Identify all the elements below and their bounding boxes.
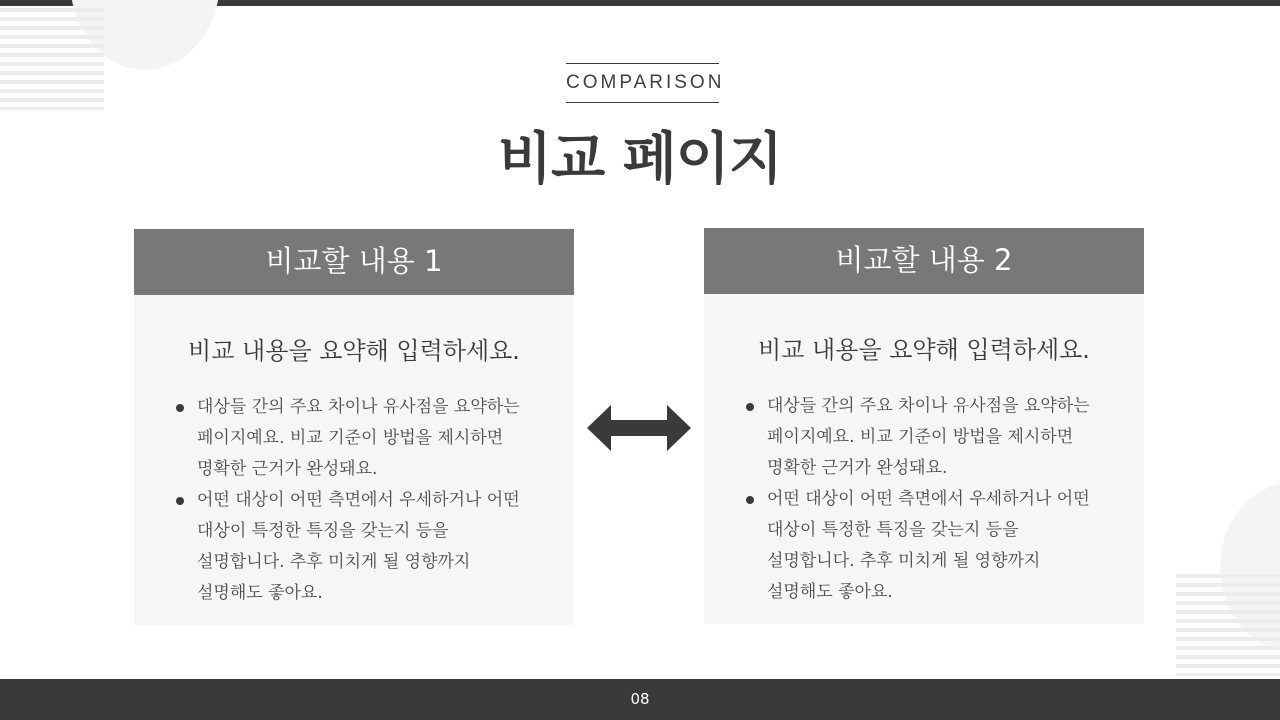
page-title: 비교 페이지 [498,127,782,192]
card-summary: 비교 내용을 요약해 입력하세요. [758,336,1090,364]
comparison-card-1 [134,229,574,625]
list-item [746,484,1110,608]
list-item [176,392,540,485]
card-title: 비교할 내용 1 [134,229,574,295]
card-bullet-list [704,391,1144,608]
card-summary: 비교 내용을 요약해 입력하세요. [188,337,520,365]
footer-bar [0,679,1280,720]
page-number: 08 [630,690,650,708]
decorative-stripes-top-left [0,8,104,110]
bullet-dot-icon [746,496,754,504]
double-arrow-icon [587,405,691,451]
list-item [176,485,540,609]
card-bullet-list [134,392,574,609]
bullet-dot-icon [176,497,184,505]
list-item-text: 어떤 대상이 어떤 측면에서 우세하거나 어떤 대상이 특정한 특징을 갖는지 등을 설명합니다. 추후 미치게 될 영향까지 설명해도 좋아요. [197,490,520,603]
list-item-text: 어떤 대상이 어떤 측면에서 우세하거나 어떤 대상이 특정한 특징을 갖는지 등을 설명합니다. 추후 미치게 될 영향까지 설명해도 좋아요. [767,489,1090,602]
section-eyebrow: COMPARISON [566,63,719,103]
decorative-stripes-bottom-right [1176,574,1280,676]
bullet-dot-icon [176,404,184,412]
card-title: 비교할 내용 2 [704,228,1144,294]
list-item-text: 대상들 간의 주요 차이나 유사점을 요약하는 페이지예요. 비교 기준이 방법을 제시하면 명확한 근거가 완성돼요. [197,397,520,479]
list-item [746,391,1110,484]
comparison-card-2 [704,228,1144,624]
bullet-dot-icon [746,403,754,411]
list-item-text: 대상들 간의 주요 차이나 유사점을 요약하는 페이지예요. 비교 기준이 방법을 제시하면 명확한 근거가 완성돼요. [767,396,1090,478]
